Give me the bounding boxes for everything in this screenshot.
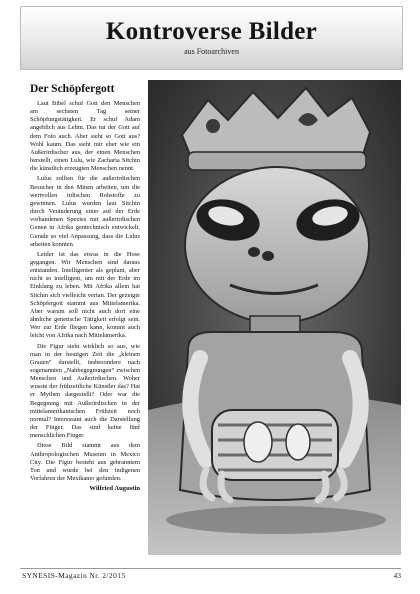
article-title: Der Schöpfergott [30,83,115,95]
article-paragraph: Leider ist das etwas in die Hose gegangen. Wir Menschen sind daraus entstanden. Intelligenter als geplant, aber nicht so intelligent, um mit der Erde im Einklang zu leben. Mit Afrika allein hat Sitchin sich vielleicht vertan. Der gezeigte Schöpfergott stammt aus Mittelamerika. Aber warum soll nicht auch dort eine ähnliche genetische Tätigkeit erfolgt sein. Wer zur Erde fliegen kann, kommt auch leicht von Afrika nach Mittelamerika. [30,250,140,340]
footer-magazine: SYNESIS-Magazin Nr. 2/2015 [22,571,126,580]
article-paragraph: Die Figur sieht wirklich so aus, wie man in der heutigen Zeit die „kleinen Grauen“ darstellt, insbesondere nach sogenannten „Nahbegegnungen“ zwischen Menschen und Außerirdischen. Woher wusste der frühzeitliche Künstler das? Hat er Mythen dargestellt? Oder war die Begegnung mit Außerirdischen in der mittelamerikanischen Frühzeit noch normal? Interessant auch die Darstellung der Finger. Das sind keine fünf menschlichen Finger. [30,342,140,440]
footer-page-number: 43 [393,571,401,580]
footer-divider [20,568,401,569]
clay-figure-photo [148,80,401,555]
header-subtitle: aus Fotoarchiven [184,47,239,56]
article-paragraph: Lulus sollten für die außerirdischen Besucher in den Minen arbeiten, um die wertvollen irdischen Rohstoffe zu gewinnen. Lulus wurden laut Sitchin durch Veränderung einer auf der Erde vorhandenen Spezies mit außerirdischen Genen in Afrika gentechnisch entwickelt. Gerade so viel Anpassung, dass die Lulus arbeiten konnten. [30,175,140,248]
article-author: Wilfried Augustin [89,485,140,493]
clay-figure-icon [148,80,401,555]
page-header [20,6,403,70]
article [30,82,140,492]
article-paragraph: Diese Bild stammt aus dem Anthropologischen Museum in Mexico City. Die Figur besteht aus gebranntem Ton und wurde bei den indigenen Vorfahren der Mexikaner gefunden. [30,442,140,483]
article-body [30,100,140,483]
header-title: Kontroverse Bilder [105,18,318,45]
article-paragraph: Laut Bibel schuf Gott den Menschen am sechsten Tag seiner Schöpfungstätigkeit. Er schuf Adam angeblich aus Lehm. Das tut der Gott auf dem Foto auch. Aber sieht so Gott aus? Wohl kaum. Das sieht mir eher wie ein Außerirdischer aus, der einen Menschen herstellt, einen Lulu, wie Zacharia Sitchin die künstlich erzeugten Menschen nennt. [30,100,140,173]
